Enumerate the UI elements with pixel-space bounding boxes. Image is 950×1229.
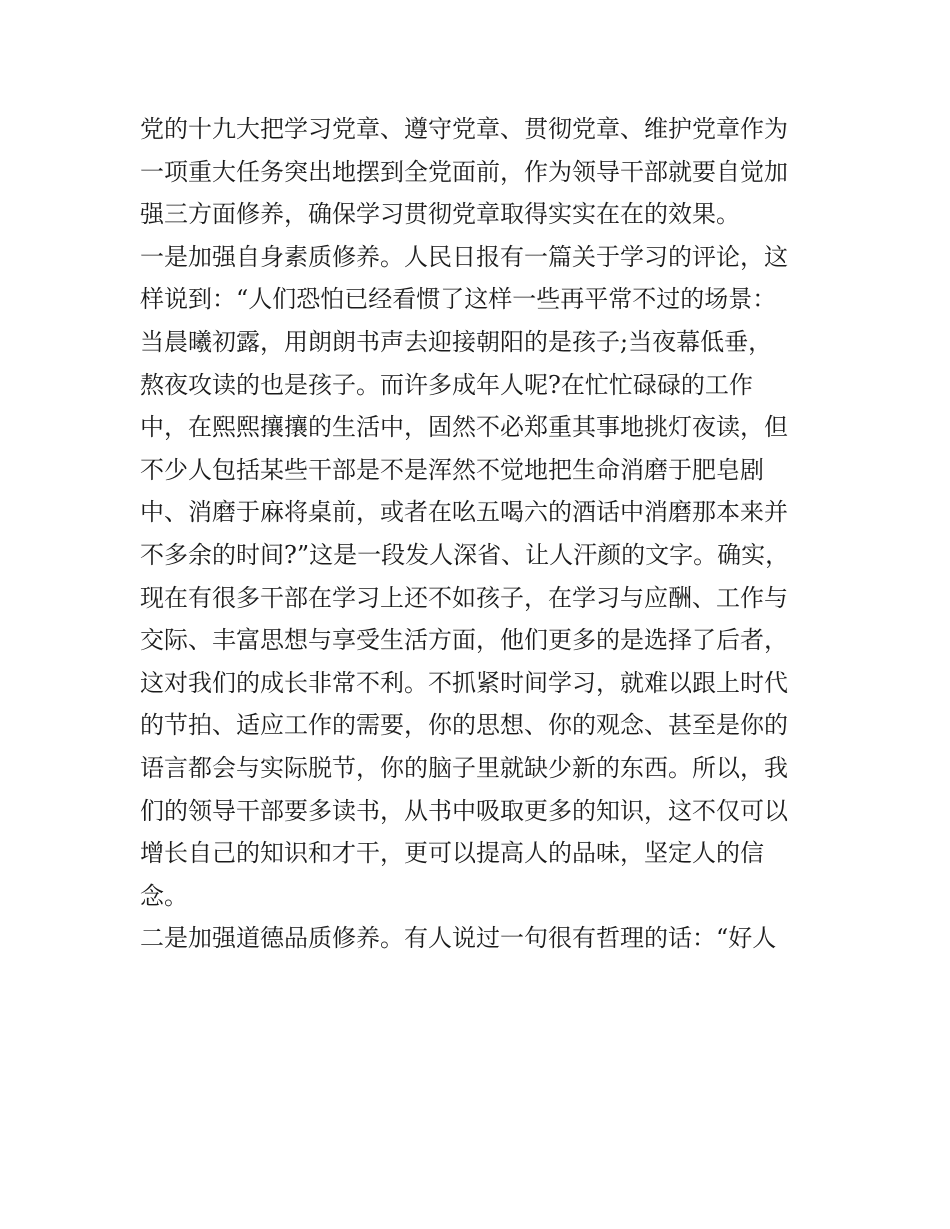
text-line: 二是加强道德品质修养。有人说过一句很有哲理的话：“好人 bbox=[140, 924, 777, 953]
text-line: 增长自己的知识和才干，更可以提高人的品味，坚定人的信 bbox=[140, 839, 764, 868]
text-line: 强三方面修养，确保学习贯彻党章取得实实在在的效果。 bbox=[140, 200, 740, 229]
text-line: 念。 bbox=[140, 881, 188, 910]
text-line: 中、消磨于麻将桌前，或者在吆五喝六的酒话中消磨那本来并 bbox=[140, 498, 788, 527]
text-line: 的节拍、适应工作的需要，你的思想、你的观念、甚至是你的 bbox=[140, 711, 788, 740]
text-line: 一是加强自身素质修养。人民日报有一篇关于学习的评论，这 bbox=[140, 242, 788, 271]
text-line: 一项重大任务突出地摆到全党面前，作为领导干部就要自觉加 bbox=[140, 157, 788, 186]
text-line: 现在有很多干部在学习上还不如孩子，在学习与应酬、工作与 bbox=[140, 583, 788, 612]
body-text bbox=[140, 108, 820, 960]
text-line: 不少人包括某些干部是不是浑然不觉地把生命消磨于肥皂剧 bbox=[140, 455, 764, 484]
text-line: 们的领导干部要多读书，从书中吸取更多的知识，这不仅可以 bbox=[140, 796, 788, 825]
text-line: 熬夜攻读的也是孩子。而许多成年人呢?在忙忙碌碌的工作 bbox=[140, 370, 753, 399]
text-line: 交际、丰富思想与享受生活方面，他们更多的是选择了后者， bbox=[140, 626, 788, 655]
text-line: 不多余的时间?”这是一段发人深省、让人汗颜的文字。确实， bbox=[140, 540, 790, 569]
text-line: 这对我们的成长非常不利。不抓紧时间学习，就难以跟上时代 bbox=[140, 668, 788, 697]
text-line: 党的十九大把学习党章、遵守党章、贯彻党章、维护党章作为 bbox=[140, 115, 788, 143]
text-line: 当晨曦初露，用朗朗书声去迎接朝阳的是孩子;当夜幕低垂， bbox=[140, 327, 773, 356]
text-line: 语言都会与实际脱节，你的脑子里就缺少新的东西。所以，我 bbox=[140, 753, 788, 782]
text-line: 中，在熙熙攘攘的生活中，固然不必郑重其事地挑灯夜读，但 bbox=[140, 413, 788, 442]
text-line: 样说到：“人们恐怕已经看惯了这样一些再平常不过的场景： bbox=[140, 285, 777, 314]
